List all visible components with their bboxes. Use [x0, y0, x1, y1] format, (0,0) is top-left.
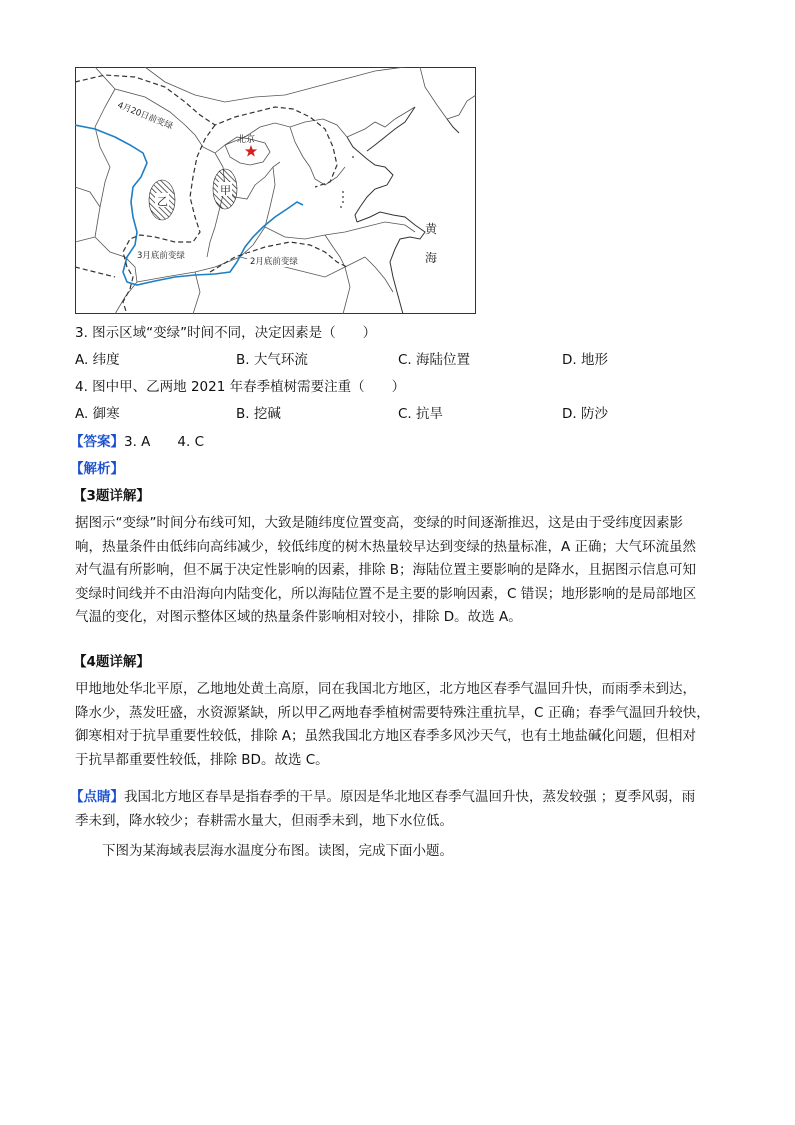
q3-option-d: D. 地形 — [562, 352, 608, 368]
q3-option-b: B. 大气环流 — [236, 352, 308, 368]
q4-detail-line: 甲地地处华北平原，乙地地处黄土高原，同在我国北方地区，北方地区春季气温回升快，而雨季未到达， — [75, 681, 696, 697]
tip-line — [70, 786, 715, 810]
question-4: 4. 图中甲、乙两地 2021 年春季植树需要注重（ ） — [75, 379, 406, 395]
map-svg — [75, 67, 476, 314]
tip-line: 季未到，降水较少；春耕需水量大，但雨季未到，地下水位低。 — [75, 812, 453, 829]
q3-detail-heading: 【3题详解】 — [73, 488, 150, 504]
label-mar-end: 3月底前变绿 — [137, 251, 185, 261]
tip-label: 【点睛】 — [70, 789, 124, 805]
q3-detail-line: 对气温有所影响，但不属于决定性影响的因素，排除 B；海陆位置主要影响的是降水，且据图示信息可知 — [75, 562, 697, 578]
label-apr20: 4月20日前变绿 — [115, 100, 175, 132]
q3-detail-line: 变绿时间线并不由沿海向内陆变化，所以海陆位置不是主要的影响因素，C 错误；地形影响的是局部地区 — [75, 585, 697, 602]
q3-option-c: C. 海陆位置 — [398, 352, 471, 368]
map-frame — [76, 68, 476, 314]
tip-body — [70, 786, 715, 833]
label-hai: 海 — [425, 251, 438, 265]
label-beijing: 北京 — [237, 135, 256, 145]
greening-time-map — [75, 67, 476, 314]
q4-detail-body — [75, 678, 720, 772]
q4-detail-line: 降水少，蒸发旺盛，水资源紧缺，所以甲乙两地春季植树需要特殊注重抗旱，C 正确；春季气温回升较快， — [75, 704, 710, 721]
q4-option-b: B. 挖碱 — [236, 406, 281, 422]
label-jia: 甲 — [220, 184, 231, 197]
q3-detail-body — [75, 512, 720, 630]
q4-detail-line: 于抗旱都重要性较低，排除 BD。故选 C。 — [75, 751, 329, 768]
analysis-label: 【解析】 — [70, 461, 124, 477]
next-question-intro: 下图为某海域表层海水温度分布图。读图，完成下面小题。 — [102, 843, 453, 859]
q4-option-a: A. 御寒 — [75, 406, 120, 422]
q3-detail-line: 据图示“变绿”时间分布线可知，大致是随纬度位置变高，变绿的时间逐渐推迟，这是由于受纬度因素影 — [75, 515, 683, 531]
label-feb-end: 2月底前变绿 — [250, 257, 298, 267]
question-3: 3. 图示区域“变绿”时间不同，决定因素是（ ） — [75, 325, 377, 341]
label-huang: 黄 — [425, 222, 438, 236]
answer-line — [70, 434, 204, 450]
q4-detail-heading: 【4题详解】 — [73, 654, 150, 670]
answer-label: 【答案】 — [70, 434, 124, 450]
tip-text: 我国北方地区春旱是指春季的干旱。原因是华北地区春季气温回升快，蒸发较强 ；夏季风弱，雨 — [124, 789, 696, 805]
label-yi: 乙 — [157, 195, 168, 208]
q3-option-a: A. 纬度 — [75, 352, 120, 368]
q3-detail-line: 气温的变化，对图示整体区域的热量条件影响相对较小，排除 D。故选 A。 — [75, 609, 522, 625]
q3-detail-line: 响，热量条件由低纬向高纬减少，较低纬度的树木热量较早达到变绿的热量标准，A 正确；大气环流虽然 — [75, 538, 697, 555]
q4-option-d: D. 防沙 — [562, 406, 608, 422]
q4-option-c: C. 抗旱 — [398, 406, 444, 422]
answer-text: 3. A 4. C — [124, 434, 205, 450]
q4-detail-line: 御寒相对于抗旱重要性较低，排除 A；虽然我国北方地区春季多风沙天气，也有土地盐碱化问题，但相对 — [75, 728, 697, 744]
